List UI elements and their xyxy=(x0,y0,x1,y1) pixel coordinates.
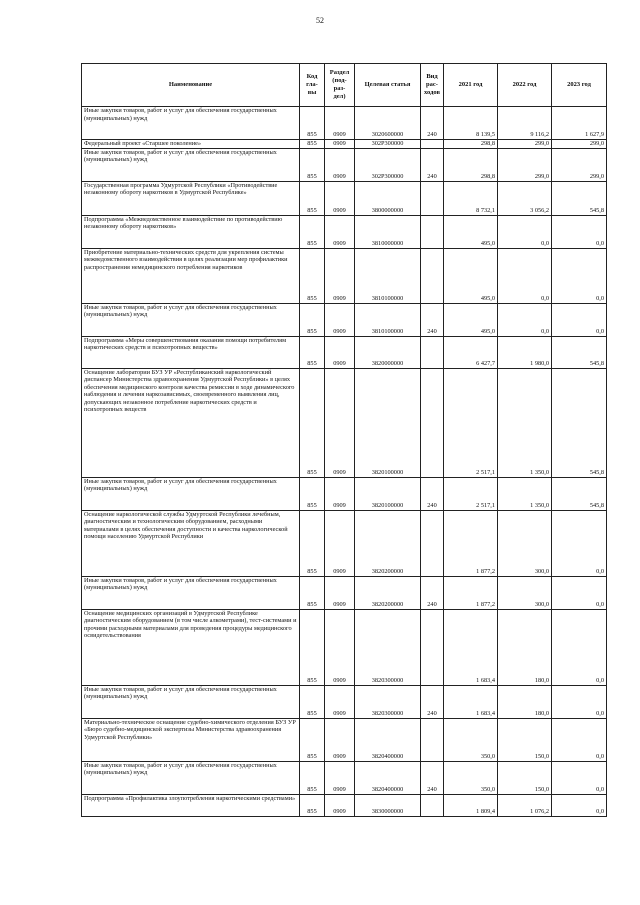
row-target: 3820200000 xyxy=(355,510,421,576)
row-section: 0909 xyxy=(325,609,355,685)
row-name: Приобретение материально-технических средств для укрепления системы межведомственного взаимодействия в целях реализации мер профилактики распространения немедицинского потребления наркотиков xyxy=(82,248,300,303)
row-name: Иные закупки товаров, работ и услуг для обеспечения государственных (муниципальных) нужд xyxy=(82,576,300,609)
row-2022: 299,0 xyxy=(498,140,552,149)
row-2021: 495,0 xyxy=(444,303,498,336)
row-target: 3810100000 xyxy=(355,248,421,303)
row-target: 3020600000 xyxy=(355,107,421,140)
row-2022: 180,0 xyxy=(498,685,552,718)
row-chapter: 855 xyxy=(300,181,325,215)
table-row xyxy=(82,609,607,685)
row-section: 0909 xyxy=(325,215,355,248)
row-2021: 1 809,4 xyxy=(444,794,498,816)
row-2023: 0,0 xyxy=(552,718,607,761)
row-target: 3810100000 xyxy=(355,303,421,336)
row-target: 3810000000 xyxy=(355,215,421,248)
row-2023: 299,0 xyxy=(552,148,607,181)
row-section: 0909 xyxy=(325,761,355,794)
row-2022: 300,0 xyxy=(498,510,552,576)
row-chapter: 855 xyxy=(300,718,325,761)
row-2021: 6 427,7 xyxy=(444,336,498,368)
row-2023: 1 627,9 xyxy=(552,107,607,140)
row-chapter: 855 xyxy=(300,576,325,609)
row-2022: 299,0 xyxy=(498,148,552,181)
table-row xyxy=(82,181,607,215)
row-2022: 1 350,0 xyxy=(498,368,552,477)
row-2021: 495,0 xyxy=(444,215,498,248)
row-chapter: 855 xyxy=(300,107,325,140)
row-2023: 0,0 xyxy=(552,248,607,303)
row-2021: 1 683,4 xyxy=(444,609,498,685)
table-row xyxy=(82,368,607,477)
row-2023: 0,0 xyxy=(552,685,607,718)
row-target: 3830000000 xyxy=(355,794,421,816)
row-section: 0909 xyxy=(325,794,355,816)
row-2021: 298,8 xyxy=(444,148,498,181)
row-chapter: 855 xyxy=(300,148,325,181)
header-section: Раздел (под- раз- дел) xyxy=(325,64,355,107)
row-name: Иные закупки товаров, работ и услуг для обеспечения государственных (муниципальных) нужд xyxy=(82,477,300,510)
row-name: Оснащение медицинских организаций в Удмуртской Республике диагностическим оборудованием (в том числе алкометрами), тест-системами и прочими расходными материалами для проведения процедуры медицинского освидетельствования xyxy=(82,609,300,685)
row-2022: 1 350,0 xyxy=(498,477,552,510)
row-2023: 0,0 xyxy=(552,761,607,794)
row-2021: 8 139,5 xyxy=(444,107,498,140)
row-2022: 180,0 xyxy=(498,609,552,685)
header-expense-type: Вид рас- ходов xyxy=(421,64,444,107)
table-row xyxy=(82,107,607,140)
header-row xyxy=(82,64,607,107)
table-row xyxy=(82,576,607,609)
row-2021: 1 877,2 xyxy=(444,510,498,576)
row-name: Подпрограмма «Меры совершенствования оказания помощи потребителям наркотических средств и психотропных веществ» xyxy=(82,336,300,368)
row-section: 0909 xyxy=(325,368,355,477)
row-section: 0909 xyxy=(325,107,355,140)
row-expense-type xyxy=(421,181,444,215)
row-2021: 1 683,4 xyxy=(444,685,498,718)
row-expense-type: 240 xyxy=(421,303,444,336)
table-row xyxy=(82,148,607,181)
row-section: 0909 xyxy=(325,510,355,576)
row-section: 0909 xyxy=(325,477,355,510)
row-2021: 298,8 xyxy=(444,140,498,149)
row-2022: 300,0 xyxy=(498,576,552,609)
row-2022: 0,0 xyxy=(498,248,552,303)
row-expense-type xyxy=(421,248,444,303)
row-chapter: 855 xyxy=(300,510,325,576)
row-expense-type: 240 xyxy=(421,477,444,510)
row-expense-type xyxy=(421,718,444,761)
row-2022: 150,0 xyxy=(498,761,552,794)
page-number: 52 xyxy=(316,16,324,25)
row-expense-type: 240 xyxy=(421,107,444,140)
row-expense-type xyxy=(421,215,444,248)
row-2021: 495,0 xyxy=(444,248,498,303)
row-name: Подпрограмма «Профилактика злоупотребления наркотическими средствами» xyxy=(82,794,300,816)
row-name: Иные закупки товаров, работ и услуг для обеспечения государственных (муниципальных) нужд xyxy=(82,148,300,181)
row-name: Иные закупки товаров, работ и услуг для обеспечения государственных (муниципальных) нужд xyxy=(82,685,300,718)
row-2022: 0,0 xyxy=(498,303,552,336)
header-target: Целевая статья xyxy=(355,64,421,107)
row-target: 3820100000 xyxy=(355,368,421,477)
row-2023: 545,8 xyxy=(552,368,607,477)
row-2023: 299,0 xyxy=(552,140,607,149)
row-chapter: 855 xyxy=(300,215,325,248)
row-section: 0909 xyxy=(325,181,355,215)
row-chapter: 855 xyxy=(300,609,325,685)
row-target: 3820300000 xyxy=(355,685,421,718)
row-chapter: 855 xyxy=(300,761,325,794)
table-row xyxy=(82,685,607,718)
row-chapter: 855 xyxy=(300,477,325,510)
row-2023: 0,0 xyxy=(552,303,607,336)
row-chapter: 855 xyxy=(300,685,325,718)
table-row xyxy=(82,215,607,248)
row-section: 0909 xyxy=(325,336,355,368)
row-2021: 1 877,2 xyxy=(444,576,498,609)
row-section: 0909 xyxy=(325,148,355,181)
table-row xyxy=(82,794,607,816)
row-name: Иные закупки товаров, работ и услуг для обеспечения государственных (муниципальных) нужд xyxy=(82,761,300,794)
row-2023: 545,8 xyxy=(552,181,607,215)
row-2021: 2 517,1 xyxy=(444,368,498,477)
table-row xyxy=(82,761,607,794)
row-name: Подпрограмма «Межведомственное взаимодействие по противодействию незаконному обороту наркотиков» xyxy=(82,215,300,248)
row-target: 3820400000 xyxy=(355,718,421,761)
row-chapter: 855 xyxy=(300,140,325,149)
row-2023: 0,0 xyxy=(552,215,607,248)
row-name: Оснащение наркологической службы Удмуртской Республики лечебным, диагностическим и технологическим оборудованием, расходными материалами в целях обеспечения доступности и качества наркологической помощи населению Удмуртской Республики xyxy=(82,510,300,576)
row-2021: 2 517,1 xyxy=(444,477,498,510)
row-chapter: 855 xyxy=(300,303,325,336)
table-row xyxy=(82,336,607,368)
row-expense-type xyxy=(421,794,444,816)
row-expense-type xyxy=(421,609,444,685)
row-name: Иные закупки товаров, работ и услуг для обеспечения государственных (муниципальных) нужд xyxy=(82,107,300,140)
row-expense-type: 240 xyxy=(421,685,444,718)
row-chapter: 855 xyxy=(300,368,325,477)
row-chapter: 855 xyxy=(300,794,325,816)
row-2022: 1 076,2 xyxy=(498,794,552,816)
row-target: 302Р300000 xyxy=(355,148,421,181)
row-section: 0909 xyxy=(325,576,355,609)
row-section: 0909 xyxy=(325,718,355,761)
row-target: 3820400000 xyxy=(355,761,421,794)
row-target: 3800000000 xyxy=(355,181,421,215)
table-row xyxy=(82,140,607,149)
row-expense-type: 240 xyxy=(421,148,444,181)
header-2022: 2022 год xyxy=(498,64,552,107)
row-expense-type xyxy=(421,336,444,368)
row-name: Иные закупки товаров, работ и услуг для обеспечения государственных (муниципальных) нужд xyxy=(82,303,300,336)
header-name: Наименование xyxy=(82,64,300,107)
row-expense-type xyxy=(421,140,444,149)
row-expense-type xyxy=(421,368,444,477)
row-2021: 350,0 xyxy=(444,718,498,761)
row-2023: 545,8 xyxy=(552,477,607,510)
row-2023: 0,0 xyxy=(552,794,607,816)
header-2021: 2021 год xyxy=(444,64,498,107)
row-target: 3820300000 xyxy=(355,609,421,685)
row-section: 0909 xyxy=(325,140,355,149)
row-target: 3820200000 xyxy=(355,576,421,609)
row-2022: 1 980,0 xyxy=(498,336,552,368)
row-2023: 0,0 xyxy=(552,609,607,685)
table-row xyxy=(82,510,607,576)
row-target: 302Р300000 xyxy=(355,140,421,149)
table-row xyxy=(82,248,607,303)
row-name: Государственная программа Удмуртской Республики «Противодействие незаконному обороту наркотиков в Удмуртской Республике» xyxy=(82,181,300,215)
row-chapter: 855 xyxy=(300,336,325,368)
table-row xyxy=(82,303,607,336)
row-name: Оснащение лаборатории БУЗ УР «Республиканский наркологический диспансер Министерства здравоохранения Удмуртской Республики» в целях обеспечения медицинского контроля качества ремиссии в ходе динамического наблюдения и лечения наркозависимых, своевременного выявления лиц, допускающих незаконное потребление наркотических средств и психотропных веществ xyxy=(82,368,300,477)
row-section: 0909 xyxy=(325,303,355,336)
row-2023: 0,0 xyxy=(552,576,607,609)
row-target: 3820000000 xyxy=(355,336,421,368)
row-2021: 350,0 xyxy=(444,761,498,794)
row-2021: 8 732,1 xyxy=(444,181,498,215)
row-2023: 0,0 xyxy=(552,510,607,576)
row-2022: 3 056,2 xyxy=(498,181,552,215)
header-chapter: Код гла- вы xyxy=(300,64,325,107)
table-row xyxy=(82,477,607,510)
row-section: 0909 xyxy=(325,248,355,303)
header-2023: 2023 год xyxy=(552,64,607,107)
row-chapter: 855 xyxy=(300,248,325,303)
row-2022: 9 116,2 xyxy=(498,107,552,140)
budget-table xyxy=(81,63,607,817)
row-target: 3820100000 xyxy=(355,477,421,510)
row-2022: 150,0 xyxy=(498,718,552,761)
row-expense-type: 240 xyxy=(421,576,444,609)
row-expense-type xyxy=(421,510,444,576)
row-name: Федеральный проект «Старшее поколение» xyxy=(82,140,300,149)
row-2022: 0,0 xyxy=(498,215,552,248)
row-expense-type: 240 xyxy=(421,761,444,794)
table-row xyxy=(82,718,607,761)
row-name: Материально-техническое оснащение судебно-химического отделения БУЗ УР «Бюро судебно-медицинской экспертизы Министерства здравоохранения Удмуртской Республики» xyxy=(82,718,300,761)
row-section: 0909 xyxy=(325,685,355,718)
row-2023: 545,8 xyxy=(552,336,607,368)
